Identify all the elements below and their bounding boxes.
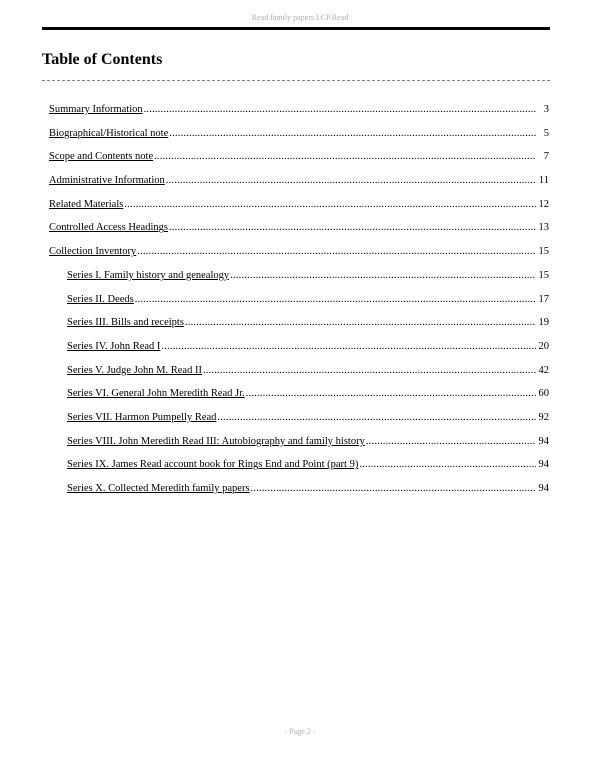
dot-leader (135, 290, 536, 310)
dashed-divider (42, 80, 550, 81)
toc-entry-related-materials[interactable] (49, 195, 549, 219)
dot-leader (154, 147, 536, 167)
toc-entry-series-vii[interactable] (49, 408, 549, 432)
dot-leader (161, 337, 536, 357)
toc-link[interactable]: Series IV. John Read I (67, 340, 161, 352)
toc-link[interactable]: Series X. Collected Meredith family papers (67, 483, 250, 494)
dot-leader (251, 479, 536, 499)
toc-page-number: 5 (543, 127, 549, 139)
toc-page-number: 92 (538, 411, 549, 423)
toc-page-number: 12 (538, 198, 549, 210)
toc-link[interactable]: Collection Inventory (49, 246, 137, 258)
dot-leader (185, 313, 536, 333)
toc-entry-summary-information[interactable] (49, 100, 549, 124)
toc-link[interactable]: Biographical/Historical note (49, 127, 169, 139)
toc-entry-series-vi[interactable] (49, 384, 549, 408)
toc-page-number: 17 (538, 293, 549, 305)
toc-link[interactable]: Controlled Access Headings (49, 222, 168, 234)
toc-entry-series-x[interactable] (49, 479, 549, 503)
toc-link[interactable]: Series III. Bills and receipts (67, 317, 184, 329)
page-footer: - Page 2 - (284, 727, 316, 736)
toc-page-number: 94 (538, 459, 549, 471)
toc-page-number: 19 (538, 317, 549, 329)
dot-leader (137, 242, 536, 262)
toc-page-number: 7 (543, 151, 549, 163)
toc-page-number: 42 (538, 364, 549, 376)
toc-link[interactable]: Related Materials (49, 198, 124, 210)
dot-leader (124, 195, 536, 215)
dot-leader (246, 384, 536, 404)
toc-entry-administrative-information[interactable] (49, 171, 549, 195)
toc-page-number: 13 (538, 222, 549, 234)
toc-page-number: 15 (538, 269, 549, 281)
dot-leader (169, 124, 536, 144)
dot-leader (217, 408, 536, 428)
toc-entry-scope-and-contents-note[interactable] (49, 147, 549, 171)
toc-entry-biographical-historical-note[interactable] (49, 124, 549, 148)
running-header: Read family papers LCP.Read (251, 13, 349, 22)
top-rule (42, 27, 550, 30)
toc-link[interactable]: Series V. Judge John M. Read II (67, 364, 202, 376)
toc-entry-series-iii[interactable] (49, 313, 549, 337)
dot-leader (144, 100, 536, 120)
dot-leader (169, 218, 536, 238)
dot-leader (203, 361, 536, 381)
toc-page-number: 94 (538, 483, 549, 494)
toc-page-number: 20 (538, 340, 549, 352)
toc-link[interactable]: Series VIII. John Meredith Read III: Autobiography and family history (67, 435, 365, 447)
dot-leader (366, 432, 536, 452)
toc-entry-series-viii[interactable] (49, 432, 549, 456)
toc-entry-collection-inventory[interactable] (49, 242, 549, 266)
toc-page-number: 11 (538, 175, 549, 187)
table-of-contents (49, 100, 549, 503)
toc-page-number: 3 (543, 104, 549, 115)
toc-page-number: 15 (538, 246, 549, 258)
toc-link[interactable]: Administrative Information (49, 175, 165, 187)
toc-entry-series-ix[interactable] (49, 455, 549, 479)
dot-leader (230, 266, 536, 286)
toc-link[interactable]: Series IX. James Read account book for Rings End and Point (part 9) (67, 459, 359, 471)
toc-entry-controlled-access-headings[interactable] (49, 218, 549, 242)
toc-link[interactable]: Scope and Contents note (49, 151, 154, 163)
toc-page-number: 94 (538, 435, 549, 447)
dot-leader (359, 455, 536, 475)
dot-leader (166, 171, 536, 191)
toc-entry-series-ii[interactable] (49, 290, 549, 314)
toc-entry-series-i[interactable] (49, 266, 549, 290)
toc-link[interactable]: Series VI. General John Meredith Read Jr. (67, 388, 245, 400)
toc-entry-series-v[interactable] (49, 361, 549, 385)
toc-entry-series-iv[interactable] (49, 337, 549, 361)
page-title: Table of Contents (42, 51, 163, 68)
toc-link[interactable]: Series I. Family history and genealogy (67, 269, 230, 281)
toc-link[interactable]: Summary Information (49, 104, 143, 115)
toc-link[interactable]: Series VII. Harmon Pumpelly Read (67, 411, 217, 423)
toc-link[interactable]: Series II. Deeds (67, 293, 134, 305)
toc-page-number: 60 (538, 388, 549, 400)
